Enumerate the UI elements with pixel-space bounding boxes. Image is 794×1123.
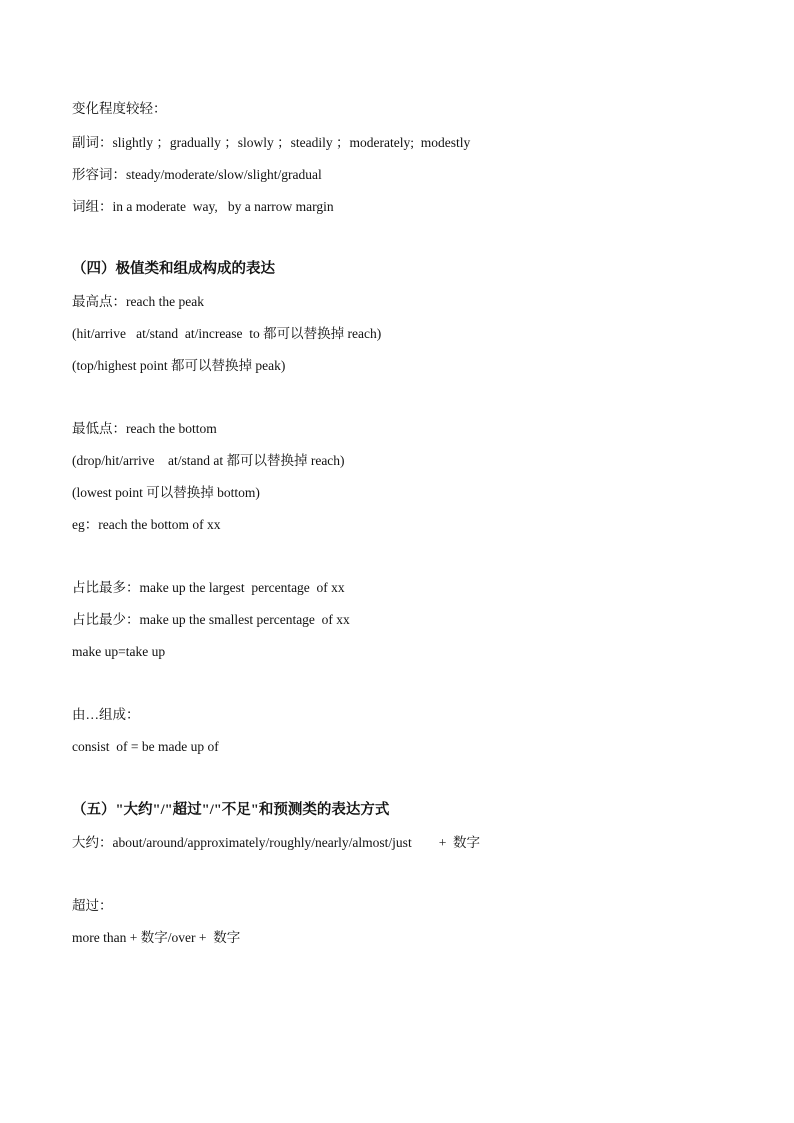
- peak-nouns-line: (top/highest point 都可以替换掉 peak): [72, 358, 286, 373]
- over-line: more than + 数字/over + 数字: [72, 930, 241, 945]
- adjectives-line: 形容词：steady/moderate/slow/slight/gradual: [72, 167, 322, 182]
- phrases-line: 词组：in a moderate way, by a narrow margin: [72, 199, 334, 214]
- bottom-nouns-line: (lowest point 可以替换掉 bottom): [72, 485, 260, 500]
- bottom-example-line: eg：reach the bottom of xx: [72, 517, 221, 532]
- about-line: 大约：about/around/approximately/roughly/nearly/almost/just + 数字: [72, 835, 481, 850]
- smallest-line: 占比最少：make up the smallest percentage of xx: [72, 612, 350, 627]
- bottom-verbs-line: (drop/hit/arrive at/stand at 都可以替换掉 reach): [72, 453, 345, 468]
- section-5-heading: （五）"大约"/"超过"/"不足"和预测类的表达方式: [72, 802, 390, 818]
- degree-slight-label: 变化程度较轻：: [72, 101, 167, 116]
- over-label: 超过：: [72, 898, 113, 913]
- bottom-line: 最低点：reach the bottom: [72, 421, 217, 436]
- section-4-heading: （四）极值类和组成构成的表达: [72, 261, 275, 277]
- adverbs-line: 副词：slightly ；gradually ；slowly ；steadily ；moderately; modestly: [72, 135, 471, 150]
- makeup-equivalence-line: make up=take up: [72, 644, 166, 659]
- peak-line: 最高点：reach the peak: [72, 294, 204, 309]
- consist-line: consist of = be made up of: [72, 739, 219, 754]
- largest-line: 占比最多：make up the largest percentage of xx: [72, 580, 345, 595]
- consist-label: 由…组成：: [72, 707, 140, 722]
- peak-verbs-line: (hit/arrive at/stand at/increase to 都可以替换掉 reach): [72, 326, 382, 341]
